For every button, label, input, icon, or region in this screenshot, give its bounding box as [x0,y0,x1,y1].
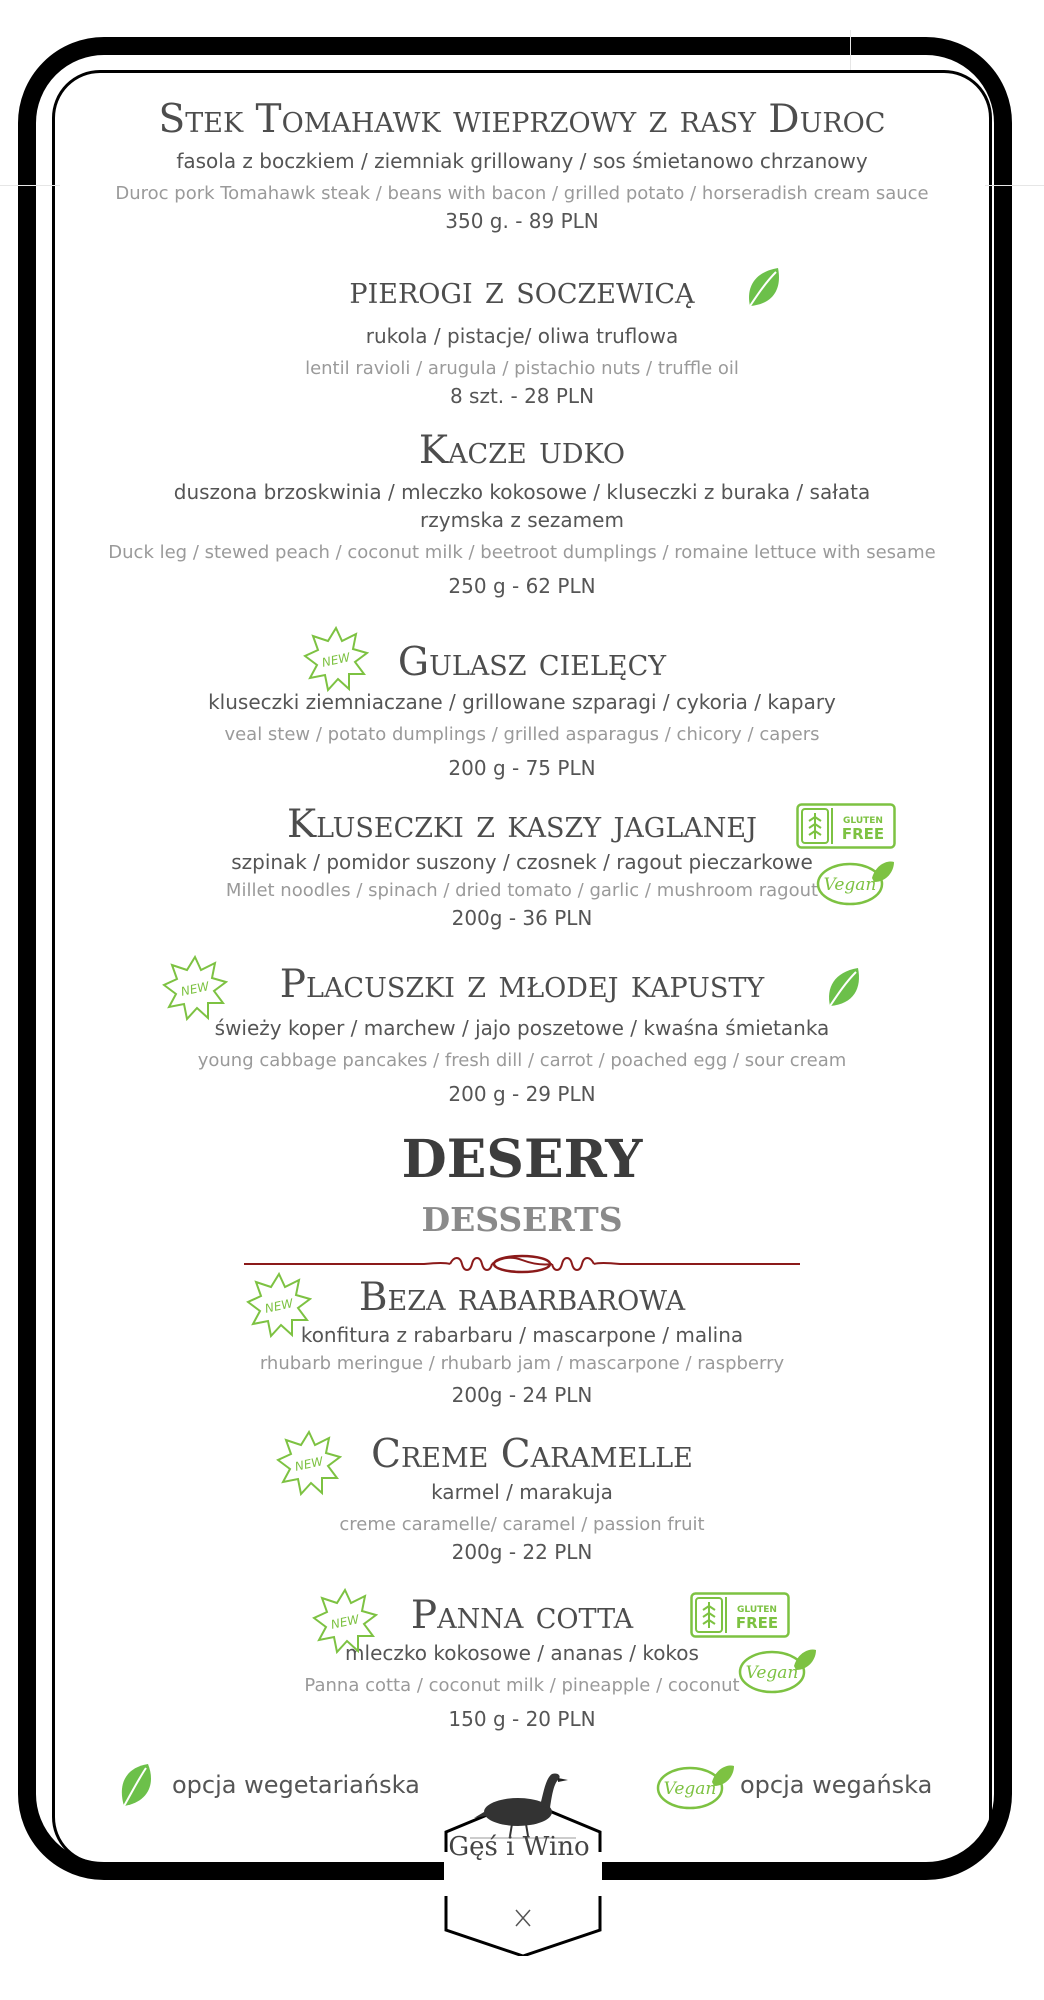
vegan-badge-icon [654,1760,736,1812]
new-badge-icon [276,1430,342,1496]
new-badge-label: NEW [263,1296,295,1316]
new-badge-icon [303,626,369,692]
new-badge-label: NEW [293,1454,325,1474]
item-description-en: Duck leg / stewed peach / coconut milk / beetroot dumplings / romaine lettuce with sesame [108,542,936,563]
gluten-badge-line-1: GLUTEN [843,816,883,826]
vegan-badge-label: Vegan [663,1779,717,1799]
item-description-pl: mleczko kokosowe / ananas / kokos [345,1641,699,1665]
vegan-badge-icon [814,856,896,908]
item-description-pl: rukola / pistacje/ oliwa truflowa [365,324,679,348]
guide-line [850,30,851,70]
gluten-badge-line-2: FREE [841,825,885,843]
item-description-pl: karmel / marakuja [431,1480,613,1504]
new-badge-icon [162,955,228,1021]
item-description-pl: duszona brzoskwinia / mleczko kokosowe / kluseczki z buraka / sałata rzymska z sezamem [173,480,871,532]
item-price: 200g - 36 PLN [451,906,593,930]
item-title: Beza rabarbarowa [358,1275,686,1320]
item-title: Gulasz cielęcy [397,640,667,685]
section-subtitle: DESSERTS [421,1200,623,1239]
item-title: Kluseczki z kaszy jaglanej [287,802,757,847]
item-price: 200 g - 29 PLN [448,1082,596,1106]
gluten-free-badge-icon [690,1592,790,1638]
gluten-free-badge-icon [796,803,896,849]
logo-text: Gęś i Wino [448,1832,590,1862]
item-price: 150 g - 20 PLN [448,1707,596,1731]
new-badge-label: NEW [320,650,352,670]
new-badge-icon [246,1272,312,1338]
item-title: Panna cotta [410,1593,634,1638]
gluten-badge-line-2: FREE [735,1614,779,1632]
vegetarian-leaf-icon [744,266,784,310]
ornament-divider [244,1252,800,1276]
item-title: pierogi z soczewicą [349,268,695,313]
guide-line [0,185,60,186]
menu-item-gulasz [60,640,984,782]
menu-item-beza [60,1275,984,1409]
section-title: DESERY [401,1129,643,1190]
vegetarian-leaf-icon [116,1762,156,1808]
vegan-badge-label: Vegan [745,1663,799,1683]
item-price: 8 szt. - 28 PLN [449,384,595,408]
new-badge-label: NEW [329,1612,361,1632]
item-title: Placuszki z młodej kapusty [279,962,765,1007]
item-price: 200 g - 75 PLN [448,756,596,780]
item-description-pl: konfitura z rabarbaru / mascarpone / malina [300,1323,744,1347]
item-title: Kacze udko [418,428,626,473]
item-description-en: veal stew / potato dumplings / grilled asparagus / chicory / capers [224,724,820,745]
item-description-pl: szpinak / pomidor suszony / czosnek / ragout pieczarkowe [231,850,813,874]
new-badge-icon [312,1588,378,1654]
item-description-en: young cabbage pancakes / fresh dill / carrot / poached egg / sour cream [197,1050,847,1071]
item-title: Creme Caramelle [371,1432,693,1477]
vegan-badge-icon [736,1644,818,1696]
menu-item-pierogi [60,268,984,410]
item-description-en: Panna cotta / coconut milk / pineapple / coconut [304,1675,740,1696]
item-price: 250 g - 62 PLN [448,574,596,598]
item-price: 200g - 22 PLN [451,1540,593,1564]
menu-item-kacze-udko [60,428,984,600]
menu-item-tomahawk [60,97,984,235]
gluten-badge-line-1: GLUTEN [737,1605,777,1615]
item-description-en: creme caramelle/ caramel / passion fruit [339,1514,705,1535]
item-description-pl: fasola z boczkiem / ziemniak grillowany / sos śmietanowo chrzanowy [176,149,868,173]
menu-item-panna-cotta [60,1593,984,1733]
legend-vegetarian: opcja wegetariańska [172,1771,420,1799]
item-description-en: Millet noodles / spinach / dried tomato / garlic / mushroom ragout [225,880,819,901]
item-description-pl: świeży koper / marchew / jajo poszetowe / kwaśna śmietanka [214,1016,830,1040]
item-price: 350 g. - 89 PLN [445,209,599,233]
item-title: Stek Tomahawk wieprzowy z rasy Duroc [158,97,886,142]
guide-line [985,185,1044,186]
vegetarian-leaf-icon [824,966,864,1010]
item-description-en: rhubarb meringue / rhubarb jam / mascarpone / raspberry [259,1353,785,1374]
legend-vegan: opcja wegańska [740,1771,933,1799]
item-description-en: lentil ravioli / arugula / pistachio nuts / truffle oil [305,358,739,379]
item-description-en: Duroc pork Tomahawk steak / beans with bacon / grilled potato / horseradish cream sauce [115,183,929,204]
item-description-pl: kluseczki ziemniaczane / grillowane szparagi / cykoria / kapary [208,690,836,714]
new-badge-label: NEW [179,979,211,999]
vegan-badge-label: Vegan [823,875,877,895]
menu-item-creme-caramelle [60,1432,984,1566]
item-price: 200g - 24 PLN [451,1383,593,1407]
